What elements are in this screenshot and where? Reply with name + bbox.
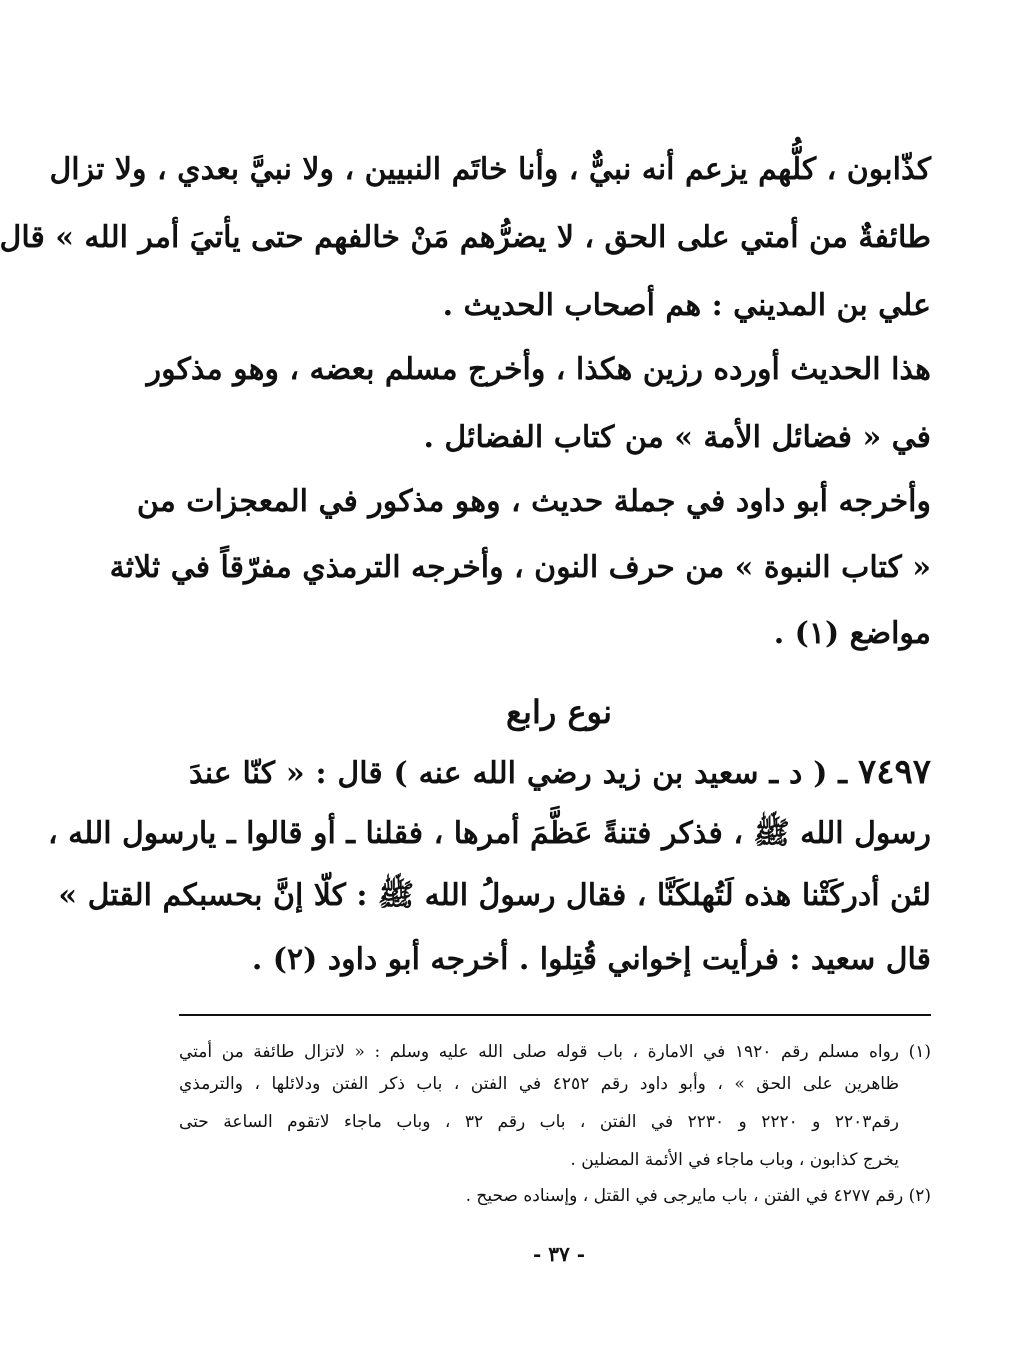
footnote-1-line-2: ظاهرين على الحق » ، وأبو داود رقم ٤٢٥٢ في الفتن ، باب ذكر الفتن ودلائلها ، والترمذي	[179, 1074, 899, 1094]
footnote-1-line-4: يخرج كذابون ، وباب ماجاء في الأئمة المضلين .	[570, 1150, 899, 1170]
paragraph-3-line-3: مواضع (١) .	[773, 616, 931, 651]
hadith-line-2: رسول الله ﷺ ، فذكر فتنةً عَظَّمَ أمرها ، فقلنا ـ أو قالوا ـ يارسول الله ،	[47, 816, 931, 851]
paragraph-1-line-3: علي بن المديني : هم أصحاب الحديث .	[442, 288, 931, 323]
section-heading: نوع رابع	[506, 693, 612, 731]
hadith-line-4: قال سعيد : فرأيت إخواني قُتِلوا . أخرجه أبو داود (٢) .	[251, 942, 931, 977]
hadith-line-3: لئن أدركَتْنا هذه لَتُهلكَنَّا ، فقال رسولُ الله ﷺ : كلّا إنَّ بحسبكم القتل »	[58, 878, 931, 913]
hadith-line-1-text: ـ ( د ـ سعيد بن زيد رضي الله عنه ) قال : « كنّا عندَ	[189, 756, 848, 791]
paragraph-1-line-2: طائفةٌ من أمتي على الحق ، لا يضرُّهم مَنْ خالفهم حتى يأتيَ أمر الله » قال	[0, 220, 931, 255]
paragraph-2-line-1: هذا الحديث أورده رزين هكذا ، وأخرج مسلم بعضه ، وهو مذكور	[146, 352, 931, 387]
footnote-separator	[179, 1014, 931, 1016]
page-number: - ٣٧ -	[532, 1242, 585, 1266]
paragraph-3-line-2: « كتاب النبوة » من حرف النون ، وأخرجه الترمذي مفرّقاً في ثلاثة	[109, 550, 931, 585]
paragraph-2-line-2: في « فضائل الأمة » من كتاب الفضائل .	[423, 420, 931, 455]
footnote-1-line-1: (١) رواه مسلم رقم ١٩٢٠ في الامارة ، باب قوله صلى الله عليه وسلم : « لاتزال طائفة من أمتي	[179, 1042, 931, 1062]
hadith-line-1	[189, 752, 931, 794]
footnote-1-line-3: رقم٢٢٠٣ و ٢٢٢٠ و ٢٢٣٠ في الفتن ، باب رقم ٣٢ ، وباب ماجاء لاتقوم الساعة حتى	[179, 1112, 899, 1132]
paragraph-1-line-1: كذّابون ، كلُّهم يزعم أنه نبيٌّ ، وأنا خاتَم النبيين ، ولا نبيَّ بعدي ، ولا تزال	[49, 152, 931, 187]
hadith-number: ٧٤٩٧	[857, 752, 931, 792]
footnote-2-line-1: (٢) رقم ٤٢٧٧ في الفتن ، باب مايرجى في القتل ، وإسناده صحيح .	[465, 1186, 931, 1206]
paragraph-3-line-1: وأخرجه أبو داود في جملة حديث ، وهو مذكور في المعجزات من	[136, 484, 931, 519]
